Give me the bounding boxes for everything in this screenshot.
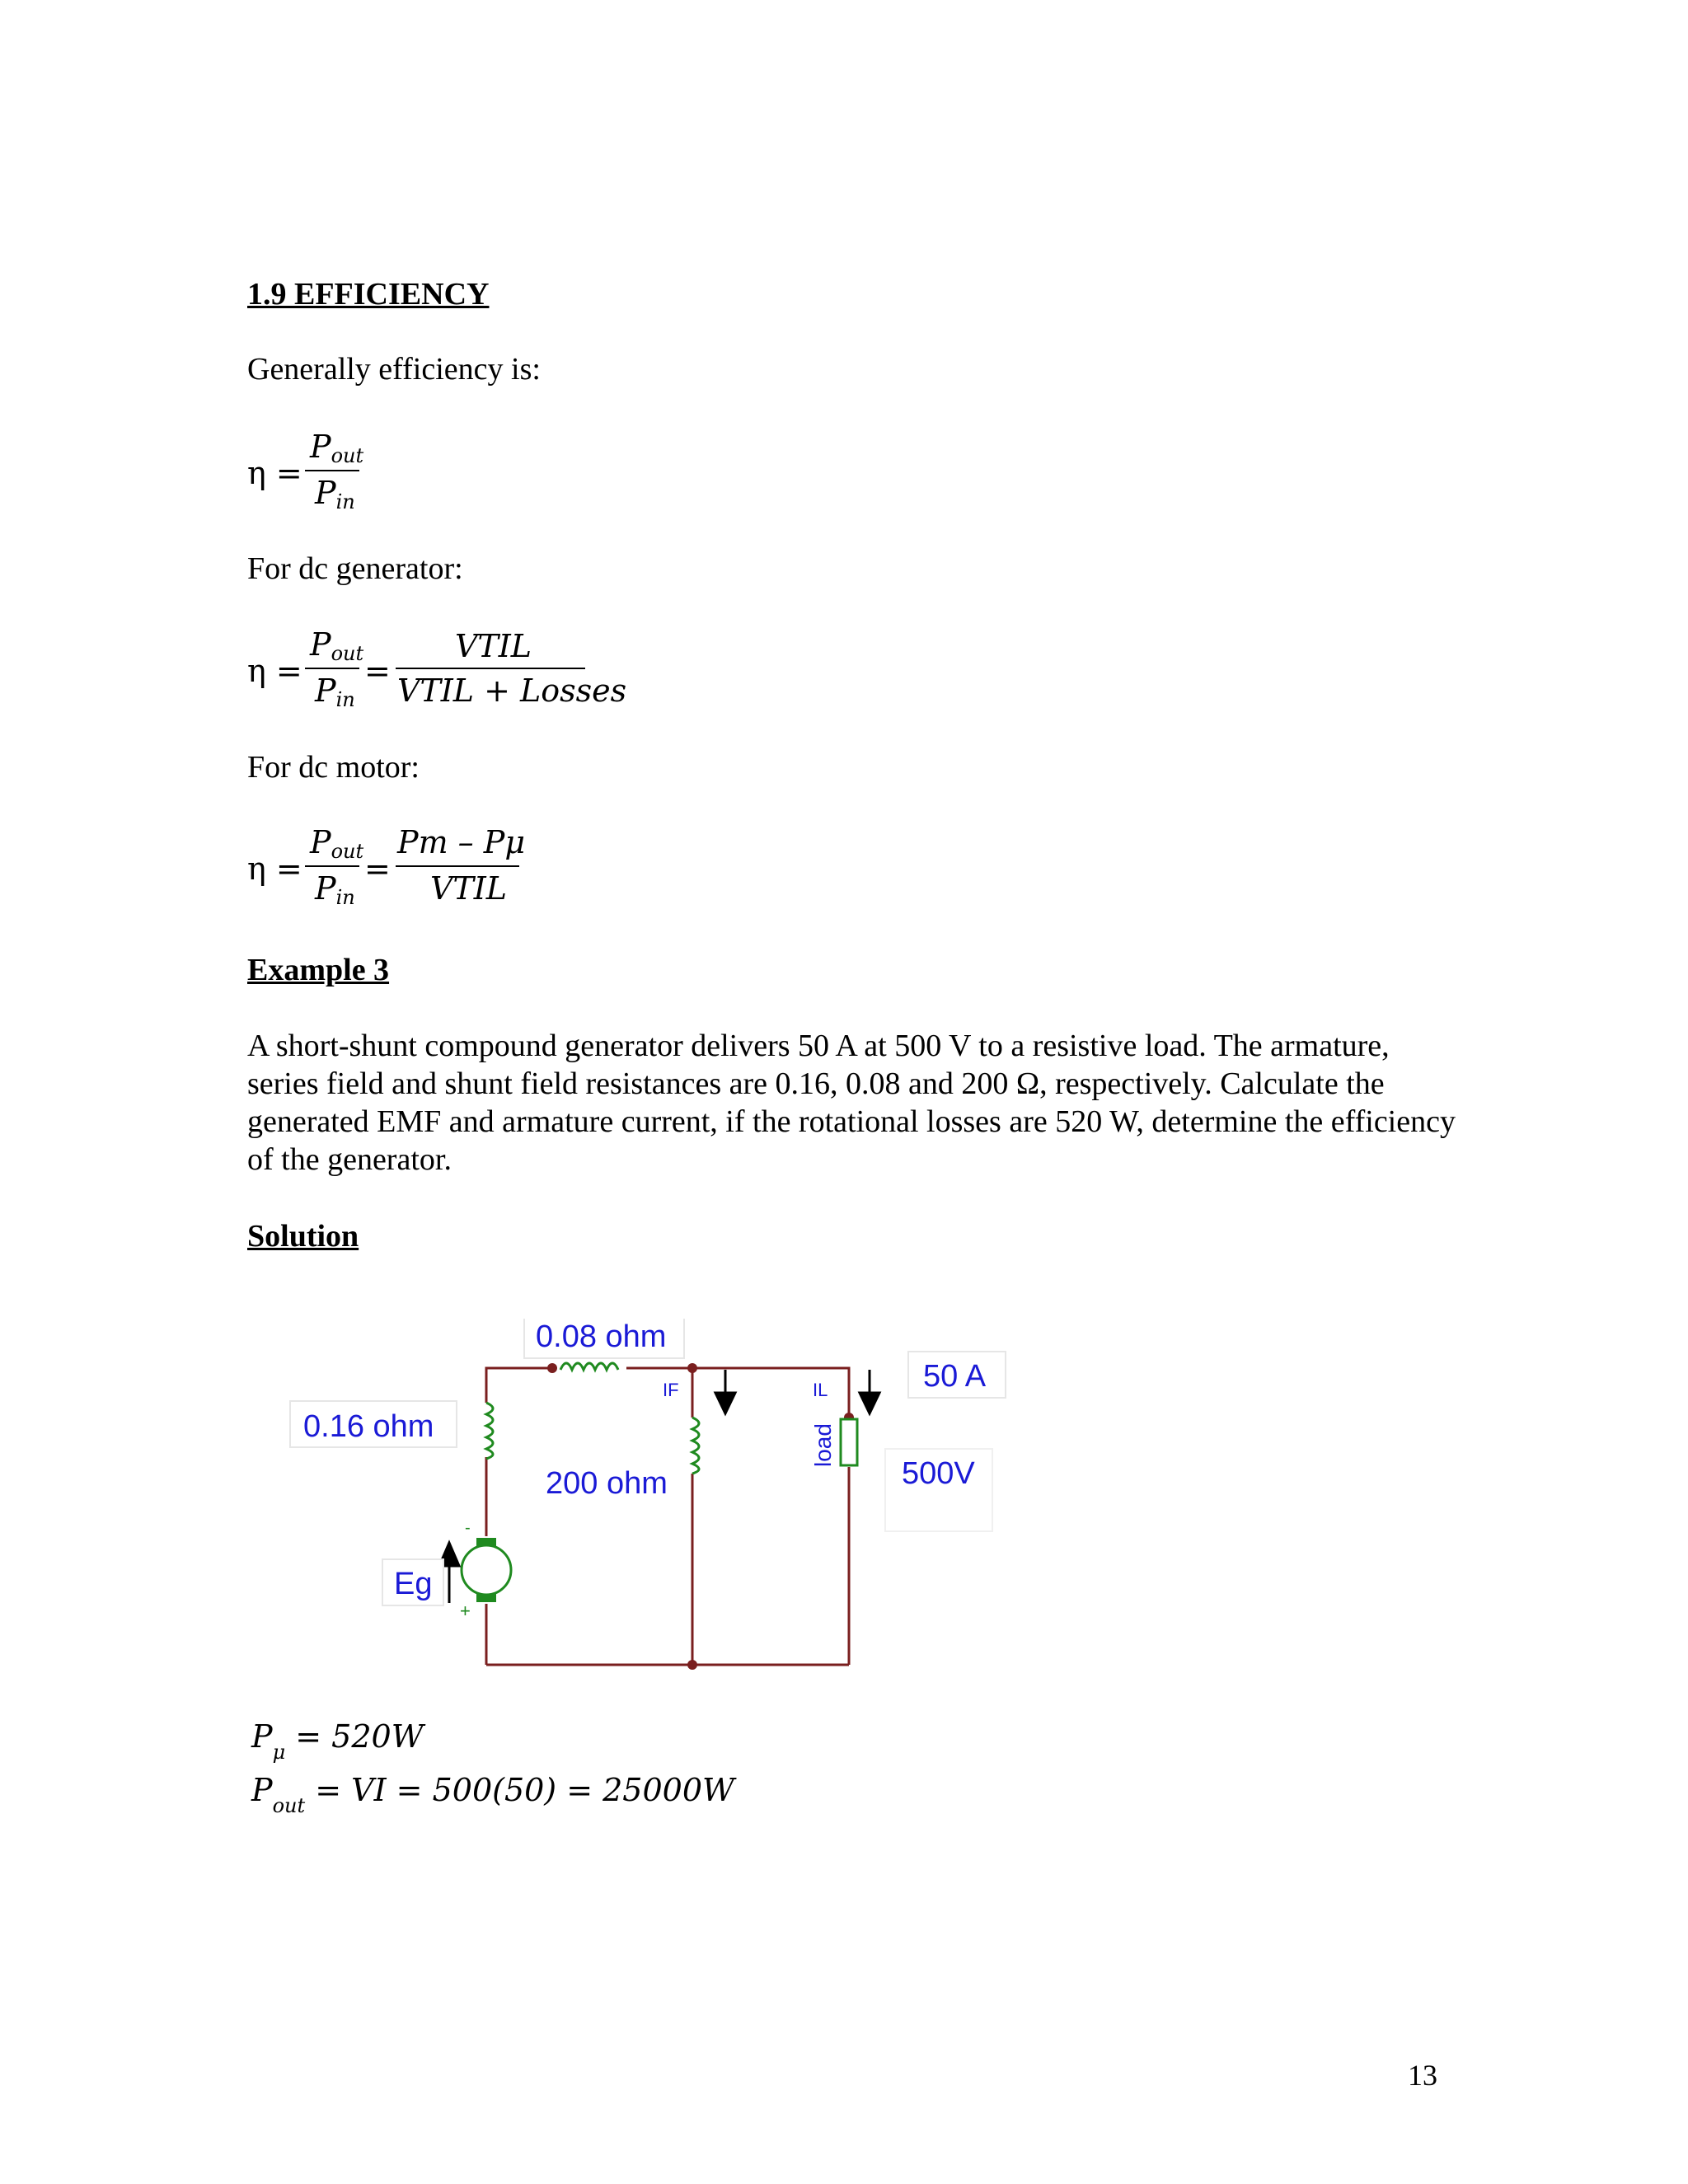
fraction-bar [396, 668, 585, 669]
section-heading: 1.9 EFFICIENCY [247, 277, 490, 312]
motor-num1: $P_{out}$ [310, 824, 364, 863]
equals-sign: = [364, 653, 391, 689]
eta-lhs: η = [247, 851, 302, 887]
intro-text: Generally efficiency is: [247, 352, 541, 387]
eta-lhs: η = [247, 653, 302, 689]
circuit-diagram [280, 1319, 1022, 1681]
rotational-losses-equation: $P_\mu = 520W$ [251, 1718, 424, 1764]
armature-resistance-coil [486, 1403, 493, 1459]
junction-dot [547, 1363, 557, 1373]
page-number: 13 [1408, 2059, 1437, 2092]
junction-dot [687, 1660, 697, 1670]
field-current-label: IF [663, 1380, 679, 1400]
motor-label: For dc motor: [247, 750, 420, 785]
fraction-bar [305, 470, 359, 471]
field-current-arrow-head [715, 1393, 735, 1413]
junction-dots [547, 1363, 854, 1670]
efficiency-equation [247, 429, 379, 519]
generator-label: For dc generator: [247, 551, 463, 586]
numerator-p: $P_{out}$ [310, 429, 364, 467]
terminal-voltage-label: 500V [902, 1456, 975, 1491]
plus-sign: + [460, 1601, 471, 1621]
load-current-value: 50 A [923, 1359, 987, 1394]
fraction-bar [396, 865, 519, 867]
minus-sign: - [465, 1519, 471, 1537]
gen-den2: VTIL + Losses [397, 673, 627, 709]
example-problem-text: A short-shunt compound generator delivers 50 A at 500 V to a resistive load. The armature, series field and shunt field resistances are 0.16, 0.08 and 200 Ω, respectively. Calculate the generated EMF and armature current, if the rotational losses are 520 W, determine the efficiency of the generator. [247, 1029, 1456, 1177]
motor-equation [247, 824, 544, 915]
shunt-field-coil [692, 1418, 699, 1474]
series-field-coil [560, 1363, 618, 1370]
junction-dot [687, 1363, 697, 1373]
fraction-bar [305, 865, 359, 867]
emf-label: Eg [394, 1567, 433, 1601]
load-resistor [841, 1419, 857, 1465]
denominator-p: $P_{in}$ [315, 475, 355, 513]
equals-sign: = [364, 851, 391, 887]
load-current-arrow-head [860, 1393, 879, 1413]
fraction-bar [305, 668, 359, 669]
motor-den2: VTIL [430, 870, 508, 907]
wire-armature-top [486, 1368, 552, 1403]
brush-bottom [476, 1594, 496, 1602]
load-current-label: IL [813, 1380, 828, 1400]
series-resistance-label: 0.08 ohm [536, 1319, 667, 1354]
solution-heading: Solution [247, 1219, 359, 1254]
generator-icon [462, 1545, 511, 1595]
shunt-resistance-label: 200 ohm [546, 1466, 668, 1501]
gen-num1: $P_{out}$ [310, 626, 364, 665]
motor-den1: $P_{in}$ [315, 870, 355, 909]
example-heading: Example 3 [247, 953, 390, 987]
generator-equation [247, 626, 627, 717]
output-power-equation: $P_{out}$ = VI = 500(50) = 25000W [251, 1772, 735, 1817]
gen-den1: $P_{in}$ [315, 673, 355, 711]
load-label: load [810, 1423, 836, 1467]
wires [486, 1368, 849, 1665]
armature-resistance-label: 0.16 ohm [303, 1409, 434, 1444]
eta-lhs: η = [247, 455, 302, 491]
motor-num2: Pm – Pμ [397, 824, 526, 860]
gen-num2: VTIL [455, 628, 532, 664]
